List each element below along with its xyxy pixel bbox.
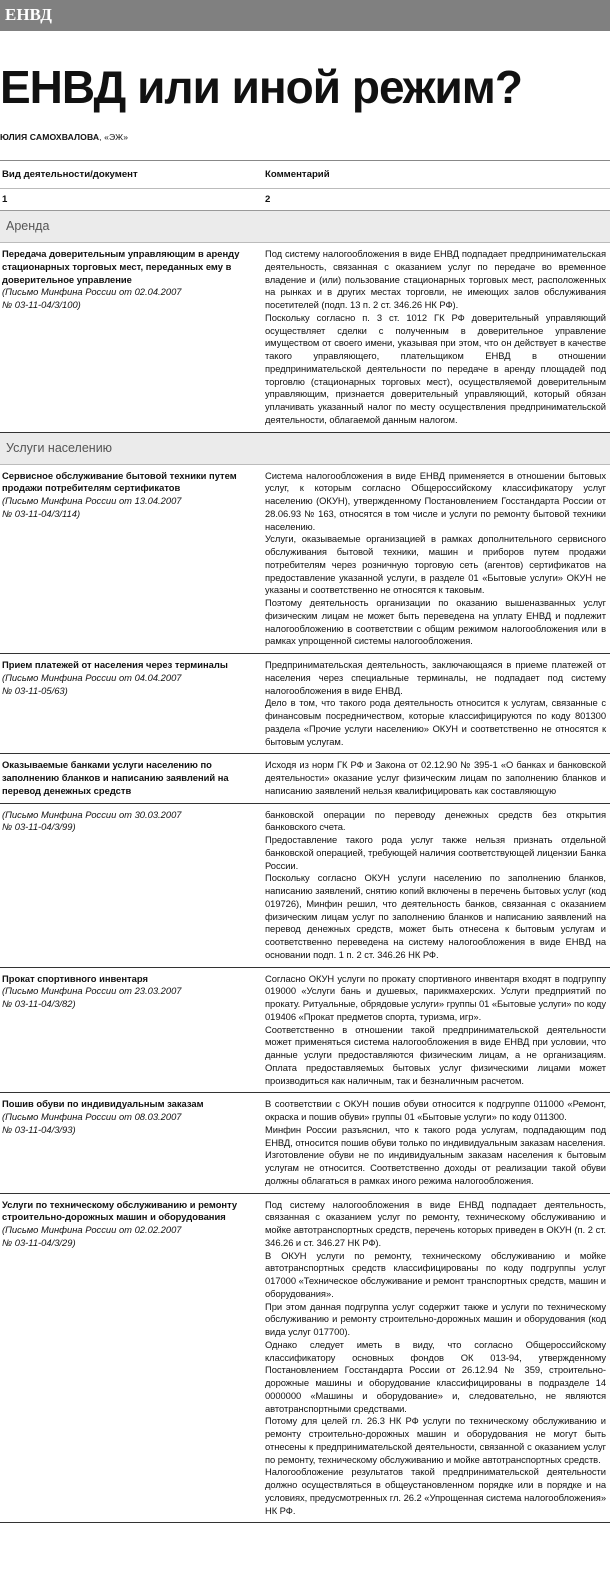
- comment-paragraph: Изготовление обуви не по индивидуальным заказам населения к бытовым услугам не относится. Соответственно доходы от реализации такой обуви должны облагаться в рамках иного режима налогообложения.: [265, 1149, 606, 1186]
- activity-cell: [0, 243, 250, 432]
- table-row: [0, 654, 610, 754]
- column-header-comment: Комментарий: [265, 169, 330, 180]
- document-reference: № 03-11-04/3/82): [2, 998, 76, 1009]
- activity-cell: [0, 1194, 250, 1523]
- document-reference: (Письмо Минфина России от 13.04.2007: [2, 495, 182, 506]
- comment-cell: [250, 1093, 610, 1192]
- comment-paragraph: Под систему налогообложения в виде ЕНВД подпадает предпринимательская деятельность, связанная с оказанием услуг по передаче во временное владение и (или) пользование стационарных торговых мест, расположенных на рынках и в других местах торговли, не имеющих залов обслуживания посетителей (подп. 13 п. 2 ст. 346.26 НК РФ).: [265, 248, 606, 310]
- activity-title: Оказываемые банками услуги населению по заполнению бланков и написанию заявлений на перевод денежных средств: [2, 759, 229, 796]
- comment-paragraph: Услуги, оказываемые организацией в рамках дополнительного сервисного обслуживания бытовой техники, машин и приборов путем продажи потребителям через розничную торговую сеть (агентов) сертификатов на предоставление указанной услуги, в разделе 01 «Бытовые услуги» ОКУН не указаны и соответственно не относятся к таковым.: [265, 533, 606, 596]
- table-header: [0, 160, 610, 189]
- activity-cell: [0, 968, 250, 1093]
- column-number-row: [0, 189, 610, 211]
- document-reference: (Письмо Минфина России от 02.02.2007: [2, 1224, 182, 1235]
- comment-cell: [250, 1194, 610, 1523]
- comment-cell: [250, 654, 610, 753]
- comment-paragraph: Минфин России разъяснил, что к такого рода услугам, подпадающим под ЕНВД, относится пошив обуви только по индивидуальным заказам населения.: [265, 1123, 606, 1148]
- comment-paragraph: банковской операции по переводу денежных средств без открытия банковского счета.: [265, 808, 606, 833]
- comment-cell: [250, 968, 610, 1093]
- comment-paragraph: Соответственно в отношении такой предпринимательской деятельности может применяться система налогообложения в виде ЕНВД при условии, что данные услуги предоставляются физическим лицам, а не организациям. Оплата предоставляемых бытовых услуг физическими лицами может производиться как наличным, так и безналичным расчетом.: [265, 1023, 606, 1086]
- document-reference: № 03-11-04/3/114): [2, 507, 81, 519]
- activity-title: Пошив обуви по индивидуальным заказам: [2, 1098, 204, 1110]
- comment-paragraph: Поскольку согласно ОКУН услуги населению по заполнению бланков, написанию заявлений, снятию копий включены в перечень бытовых услуг (код 019726), Минфин решил, что деятельность банков, связанная с оказанием физическим лицам услуг по заполнению бланков и написанию заявлений на перевод денежных средств, может быть отнесена к бытовым услугам и соответственно переведена на систему налогообложения в виде ЕНВД на основании подп. 1 п. 2 ст. 346.26 НК РФ.: [265, 872, 606, 960]
- comment-paragraph: Предоставление такого рода услуг также нельзя признать отдельной банковской операцией, требующей наличия соответствующей лицензии Банка России.: [265, 834, 606, 871]
- table-body: [0, 211, 610, 1523]
- activity-cell: [0, 654, 250, 753]
- comment-cell: [250, 754, 610, 802]
- document-reference: № 03-11-04/3/99): [2, 821, 76, 833]
- activity-title: Прокат спортивного инвентаря: [2, 972, 148, 984]
- activity-cell: [0, 465, 250, 654]
- comment-paragraph: Поскольку согласно п. 3 ст. 1012 ГК РФ доверительный управляющий осуществляет сделки с полученным в доверительное управление имуществом от своего имени, указывая при этом, что он действует в качестве такого управляющего, плательщиком ЕНВД в отношении предпринимательской деятельности по передаче в аренду площадей под торговлю (стационарных торговых мест), осуществляемой доверительным управляющим, признается доверительный управляющий, который обязан уплачивать указанный налог по месту осуществления предпринимательской деятельности, облагаемой данным налогом.: [265, 311, 606, 425]
- table-row: [0, 754, 610, 803]
- section-label: ЕНВД: [5, 5, 52, 24]
- document-reference: № 03-11-04/3/29): [2, 1236, 76, 1248]
- comment-paragraph: Исходя из норм ГК РФ и Закона от 02.12.90 № 395-1 «О банках и банковской деятельности» оказание услуг физическим лицам по заполнению бланков и написанию заявлений нельзя квалифицировать как составляющую: [265, 759, 606, 796]
- document-reference: (Письмо Минфина России от 08.03.2007: [2, 1111, 182, 1122]
- comment-paragraph: Дело в том, что такого рода деятельность относится к услугам, связанные с финансовым посредничеством, которые классифицируются по коду 801300 раздела «Прочие услуги населению» ОКУН и соответственно не относятся к бытовым услугам.: [265, 697, 606, 747]
- comment-paragraph: Согласно ОКУН услуги по прокату спортивного инвентаря входят в подгруппу 019000 «Услуги бань и душевых, парикмахерских. Услуги предприятий по прокату. Ритуальные, обрядовые услуги» группы 01 «Бытовые услуги» по коду 019406 «Прокат предметов спорта, туризма, игр».: [265, 972, 606, 1022]
- comment-paragraph: Предпринимательская деятельность, заключающаяся в приеме платежей от населения через специальные терминалы, не подпадает под систему налогообложения в виде ЕНВД.: [265, 659, 606, 696]
- table-row: [0, 804, 610, 968]
- comment-paragraph: При этом данная подгруппа услуг содержит также и услуги по техническому обслуживанию и ремонту строительно-дорожных машин и оборудования (код вида услуг 017700).: [265, 1300, 606, 1337]
- article-title: ЕНВД или иной режим?: [0, 61, 522, 113]
- activity-title: Прием платежей от населения через терминалы: [2, 659, 228, 670]
- comment-paragraph: Однако следует иметь в виду, что согласно Общероссийскому классификатору основных фондов ОК 013-94, утвержденному Постановлением Госстандарта России от 26.12.94 № 359, строительно-дорожные машины и оборудование классифицированы в подразделе 14 0000000 «Машины и оборудование» и, следовательно, не являются автотранспортными средствами.: [265, 1338, 606, 1414]
- data-table: [0, 160, 610, 1523]
- document-reference: (Письмо Минфина России от 04.04.2007: [2, 671, 182, 683]
- comment-paragraph: Поэтому деятельность организации по оказанию вышеназванных услуг физическим лицам не может быть переведена на уплату ЕНВД и подлежит налогообложению в соответствии с общим режимом налогообложения или в рамках упрощенной системы налогообложения.: [265, 597, 606, 647]
- section-title: Услуги населению: [0, 433, 610, 465]
- comment-paragraph: Налогообложение результатов такой предпринимательской деятельности должно осуществляться в общеустановленном порядке или в порядке и на условиях, предусмотренных гл. 26.2 «Упрощенная система налогообложения» НК РФ.: [265, 1466, 606, 1516]
- document-reference: № 03-11-05/63): [2, 684, 68, 696]
- activity-title: Передача доверительным управляющим в аренду стационарных торговых мест, переданных ему в доверительное управление: [2, 248, 240, 285]
- document-reference: № 03-11-04/3/100): [2, 299, 81, 310]
- comment-paragraph: Под систему налогообложения в виде ЕНВД подпадает деятельность, связанная с оказанием услуг по ремонту, техническому обслуживанию и мойке автотранспортных средств, перечень которых приведен в ОКУН (п. 2 ст. 346.26 и ст. 346.27 НК РФ).: [265, 1198, 606, 1248]
- section-header-bar: [0, 0, 610, 31]
- comment-paragraph: Потому для целей гл. 26.3 НК РФ услуги по техническому обслуживанию и ремонту строительно-дорожных машин и оборудования не могут быть отнесены к предпринимательской деятельности, связанной с оказанием услуг по ремонту, техническому обслуживанию и мойке автотранспортных средств.: [265, 1415, 606, 1465]
- table-row: [0, 1093, 610, 1193]
- column-number-1: 1: [2, 194, 8, 205]
- document-reference: (Письмо Минфина России от 30.03.2007: [2, 808, 182, 820]
- author-source: , «ЭЖ»: [99, 132, 129, 142]
- document-reference: (Письмо Минфина России от 02.04.2007: [2, 286, 182, 298]
- comment-cell: [250, 243, 610, 432]
- column-number-2: 2: [265, 194, 271, 205]
- table-row: [0, 243, 610, 433]
- activity-title: Сервисное обслуживание бытовой техники путем продажи потребителям сертификатов: [2, 469, 237, 494]
- comment-cell: [250, 804, 610, 967]
- activity-cell: [0, 804, 250, 967]
- activity-cell: [0, 754, 250, 802]
- comment-paragraph: В соответствии с ОКУН пошив обуви относится к подгруппе 011000 «Ремонт, окраска и пошив обуви» группы 01 «Бытовые услуги» по коду 011300.: [265, 1098, 606, 1122]
- comment-paragraph: Система налогообложения в виде ЕНВД применяется в отношении бытовых услуг, к которым согласно Общероссийскому классификатору услуг населению (ОКУН), утвержденному Постановлением Госстандарта России от 28.06.93 № 163, относятся в том числе и услуги по ремонту бытовой техники населению.: [265, 469, 606, 532]
- comment-paragraph: В ОКУН услуги по ремонту, техническому обслуживанию и мойке автотранспортных средств классифицированы по коду подгруппы услуг 017000 «Техническое обслуживание и ремонт транспортных средств, машин и оборудования».: [265, 1249, 606, 1299]
- activity-cell: [0, 1093, 250, 1192]
- author-line: [0, 132, 610, 142]
- comment-cell: [250, 465, 610, 654]
- document-reference: № 03-11-04/3/93): [2, 1123, 76, 1135]
- table-row: [0, 968, 610, 1094]
- activity-title: Услуги по техническому обслуживанию и ремонту строительно-дорожных машин и оборудования: [2, 1198, 238, 1223]
- column-header-activity: Вид деятельности/документ: [2, 169, 138, 180]
- author-name: ЮЛИЯ САМОХВАЛОВА: [0, 132, 100, 142]
- document-reference: (Письмо Минфина России от 23.03.2007: [2, 985, 182, 997]
- section-title: Аренда: [0, 211, 610, 243]
- table-row: [0, 1194, 610, 1524]
- table-row: [0, 465, 610, 655]
